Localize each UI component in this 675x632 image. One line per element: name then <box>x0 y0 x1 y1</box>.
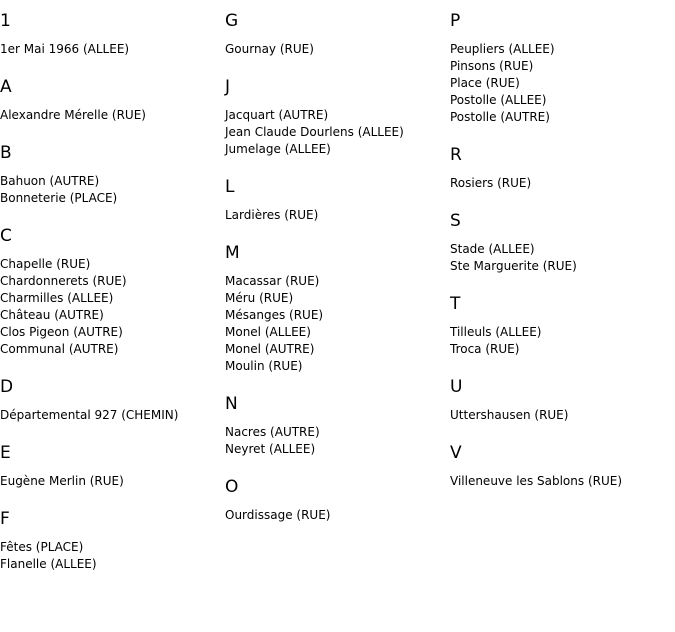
street-name: Lardières (RUE) <box>225 208 319 222</box>
letter-heading: B <box>0 143 12 163</box>
letter-heading: A <box>0 77 12 97</box>
street-name: Jean Claude Dourlens (ALLEE) <box>225 125 404 139</box>
letter-group <box>225 10 445 58</box>
street-name: Peupliers (ALLEE) <box>450 42 555 56</box>
street-name: Tilleuls (ALLEE) <box>450 325 542 339</box>
letter-heading: D <box>0 377 14 397</box>
letter-group <box>450 293 670 358</box>
letter-group <box>0 508 220 573</box>
index-column <box>225 10 445 542</box>
letter-group <box>225 242 445 375</box>
street-name: Uttershausen (RUE) <box>450 408 569 422</box>
street-name: Monel (AUTRE) <box>225 342 315 356</box>
street-name: Jumelage (ALLEE) <box>225 142 331 156</box>
letter-group <box>450 144 670 192</box>
street-name: Méru (RUE) <box>225 291 294 305</box>
street-name: Monel (ALLEE) <box>225 325 311 339</box>
street-name: Chardonnerets (RUE) <box>0 274 127 288</box>
letter-heading: R <box>450 145 462 165</box>
street-name: Rosiers (RUE) <box>450 176 532 190</box>
street-name: Flanelle (ALLEE) <box>0 557 97 571</box>
street-name: Château (AUTRE) <box>0 308 104 322</box>
street-name: Postolle (AUTRE) <box>450 110 550 124</box>
letter-group <box>0 225 220 358</box>
street-name: Chapelle (RUE) <box>0 257 91 271</box>
index-column <box>450 10 670 508</box>
letter-group <box>225 393 445 458</box>
letter-heading: V <box>450 443 462 463</box>
street-name: Neyret (ALLEE) <box>225 442 316 456</box>
letter-heading: G <box>225 11 239 31</box>
letter-heading: T <box>450 294 461 314</box>
street-name: Nacres (AUTRE) <box>225 425 320 439</box>
street-name: Troca (RUE) <box>450 342 520 356</box>
street-name: Mésanges (RUE) <box>225 308 324 322</box>
letter-heading: J <box>225 77 231 97</box>
street-name: Bahuon (AUTRE) <box>0 174 100 188</box>
index-column <box>0 10 220 591</box>
street-name: Clos Pigeon (AUTRE) <box>0 325 123 339</box>
street-name: Fêtes (PLACE) <box>0 540 84 554</box>
letter-group <box>225 476 445 524</box>
letter-heading: N <box>225 394 238 414</box>
letter-heading: C <box>0 226 12 246</box>
letter-group <box>450 210 670 275</box>
street-name: Stade (ALLEE) <box>450 242 535 256</box>
letter-heading: O <box>225 477 239 497</box>
street-name: Moulin (RUE) <box>225 359 303 373</box>
letter-group <box>225 176 445 224</box>
street-name: Bonneterie (PLACE) <box>0 191 118 205</box>
street-name: Départemental 927 (CHEMIN) <box>0 408 179 422</box>
street-name: Jacquart (AUTRE) <box>225 108 329 122</box>
street-name: Ourdissage (RUE) <box>225 508 331 522</box>
letter-group <box>225 76 445 158</box>
letter-group <box>0 442 220 490</box>
letter-heading: U <box>450 377 463 397</box>
letter-heading: M <box>225 243 240 263</box>
letter-group <box>0 76 220 124</box>
street-name: Ste Marguerite (RUE) <box>450 259 577 273</box>
letter-group <box>450 10 670 126</box>
letter-heading: S <box>450 211 461 231</box>
letter-heading: F <box>0 509 10 529</box>
street-name: Place (RUE) <box>450 76 520 90</box>
letter-group <box>0 10 220 58</box>
letter-group <box>450 442 670 490</box>
letter-group <box>450 376 670 424</box>
letter-heading: 1 <box>0 11 11 31</box>
letter-group <box>0 142 220 207</box>
street-name: Charmilles (ALLEE) <box>0 291 114 305</box>
letter-group <box>0 376 220 424</box>
street-name: 1er Mai 1966 (ALLEE) <box>0 42 130 56</box>
street-name: Postolle (ALLEE) <box>450 93 547 107</box>
street-name: Villeneuve les Sablons (RUE) <box>450 474 623 488</box>
street-name: Macassar (RUE) <box>225 274 320 288</box>
street-name: Alexandre Mérelle (RUE) <box>0 108 146 122</box>
letter-heading: E <box>0 443 11 463</box>
street-name: Communal (AUTRE) <box>0 342 119 356</box>
street-name: Eugène Merlin (RUE) <box>0 474 124 488</box>
street-name: Gournay (RUE) <box>225 42 314 56</box>
letter-heading: P <box>450 11 461 31</box>
street-name: Pinsons (RUE) <box>450 59 534 73</box>
letter-heading: L <box>225 177 235 197</box>
